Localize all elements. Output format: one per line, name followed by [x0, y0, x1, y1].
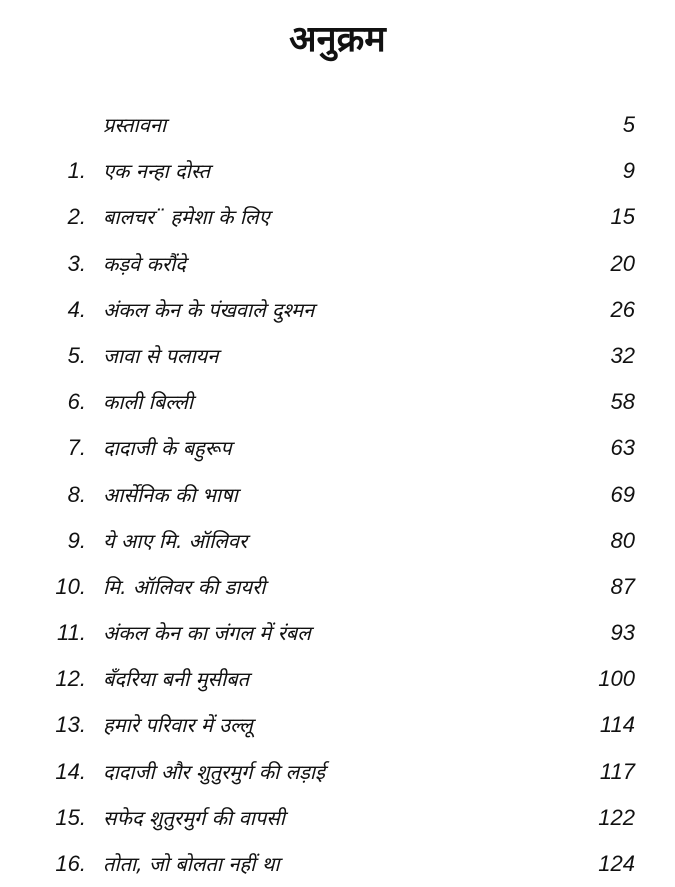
toc-entry [0, 518, 675, 564]
toc-entry [0, 656, 675, 702]
toc-entry-page: 20 [610, 250, 635, 276]
toc-entry-title: प्रस्तावना [103, 113, 167, 137]
toc-entry [0, 472, 675, 518]
toc-entry-page: 58 [610, 389, 635, 415]
toc-entry-number: 11. [57, 620, 86, 646]
toc-entry-number: 16. [55, 851, 86, 876]
toc-entry-page: 100 [598, 666, 635, 692]
toc-entry [0, 102, 675, 148]
toc-entry-page: 124 [598, 851, 635, 876]
toc-entry-number: 12. [55, 666, 86, 692]
toc-entry-number: 13. [55, 712, 86, 738]
toc-entry-page: 9 [622, 158, 635, 184]
toc-entry [0, 702, 675, 748]
toc-entry-title: हमारे परिवार में उल्लू [103, 713, 253, 738]
toc-entry-page: 26 [610, 296, 635, 322]
toc-entry-number: 8. [67, 481, 86, 507]
toc-entry [0, 425, 675, 471]
toc-entry-title: बँदरिया बनी मुसीबत [103, 667, 250, 692]
toc-entry-page: 117 [599, 758, 635, 784]
toc-entry-number: 5. [67, 342, 86, 368]
toc-entry-page: 122 [598, 804, 635, 830]
toc-entry-title: जावा से पलायन [103, 343, 219, 368]
toc-entry-title: आर्सेनिक की भाषा [103, 482, 238, 507]
toc-entry [0, 148, 675, 194]
table-of-contents [0, 102, 675, 887]
toc-entry-title: मि. ऑलिवर की डायरी [103, 574, 266, 599]
toc-entry-title: तोता, जो बोलता नहीं था [103, 852, 280, 876]
toc-entry-number: 4. [67, 296, 86, 322]
toc-entry-number: 7. [67, 435, 86, 461]
toc-entry-title: अंकल केन के पंखवाले दुश्मन [103, 297, 315, 322]
toc-entry-number: 15. [55, 804, 86, 830]
toc-entry-number: 3. [67, 250, 86, 276]
toc-entry-number: 9. [67, 527, 86, 553]
toc-entry-title: बालचर¨ हमेशा के लिए [103, 205, 270, 230]
toc-entry-page: 114 [599, 712, 635, 738]
toc-entry-page: 32 [610, 342, 635, 368]
toc-entry [0, 795, 675, 841]
toc-entry [0, 379, 675, 425]
toc-entry-page: 80 [610, 527, 635, 553]
toc-entry-title: दादाजी के बहुरूप [103, 436, 232, 461]
toc-entry [0, 749, 675, 795]
page-title: अनुक्रम [289, 19, 386, 60]
toc-entry-page: 93 [610, 620, 635, 646]
toc-entry-page: 69 [610, 481, 635, 507]
toc-entry [0, 194, 675, 240]
toc-entry-page: 87 [610, 573, 635, 599]
toc-entry [0, 241, 675, 287]
toc-entry-number: 2. [67, 204, 86, 230]
toc-entry-number: 1. [67, 158, 86, 184]
toc-entry-title: अंकल केन का जंगल में रंबल [103, 621, 311, 646]
toc-entry-title: ये आए मि. ऑलिवर [103, 528, 248, 553]
toc-entry-page: 15 [610, 204, 635, 230]
toc-entry-page: 5 [622, 112, 635, 137]
toc-entry-title: एक नन्हा दोस्त [103, 159, 210, 184]
toc-entry-title: सफेद शुतुरमुर्ग की वापसी [103, 805, 285, 830]
toc-entry [0, 333, 675, 379]
toc-entry-title: काली बिल्ली [103, 390, 193, 415]
toc-entry-number: 6. [67, 389, 86, 415]
toc-entry-number: 14. [55, 758, 86, 784]
toc-entry [0, 610, 675, 656]
toc-entry [0, 564, 675, 610]
toc-entry-page: 63 [610, 435, 635, 461]
toc-entry-title: कड़वे करौंदे [103, 251, 186, 276]
toc-entry [0, 841, 675, 887]
toc-entry-title: दादाजी और शुतुरमुर्ग की लड़ाई [103, 759, 325, 784]
toc-entry-number: 10. [55, 573, 86, 599]
toc-entry [0, 287, 675, 333]
